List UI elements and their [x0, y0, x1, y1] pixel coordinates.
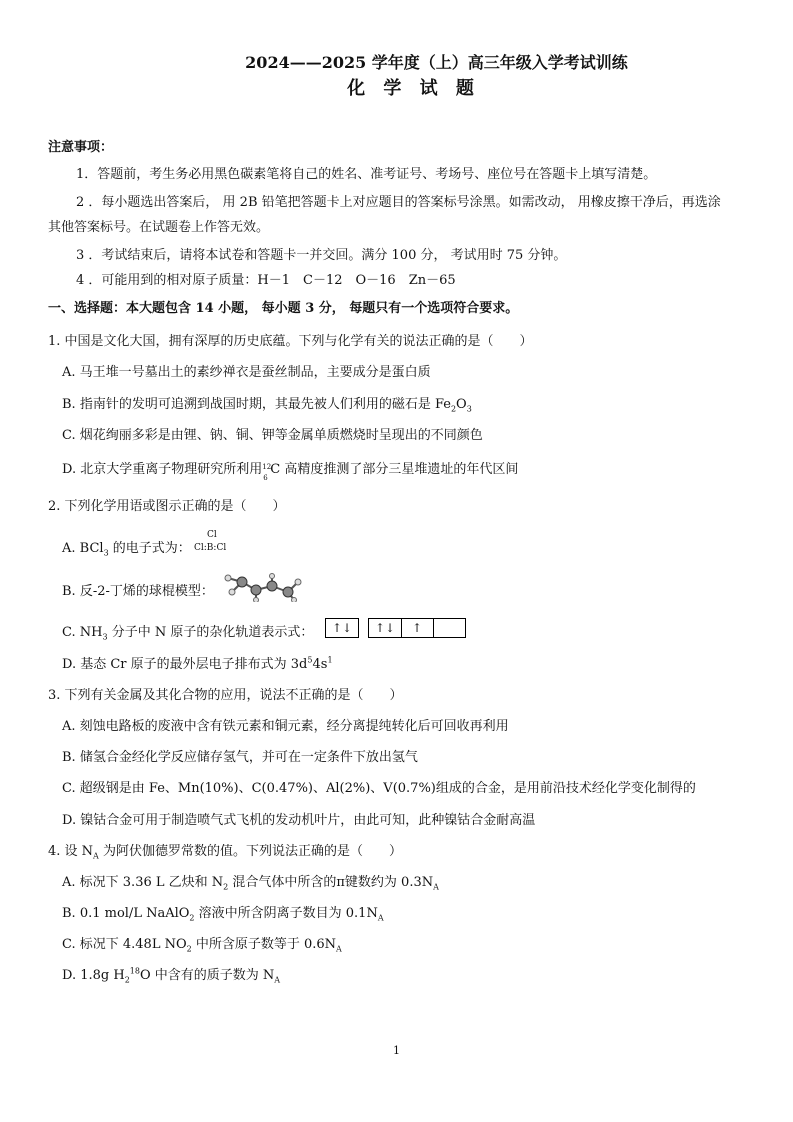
- note-2-cont: 其他答案标号。在试题卷上作答无效。: [48, 220, 270, 235]
- q2-option-c: C. $NH_3$ 分子中 N 原子的杂化轨道表示式：: [62, 625, 314, 642]
- exam-subtitle: 化 学 试 题: [347, 78, 480, 99]
- page-number: 1: [393, 1044, 400, 1057]
- q3-stem: 3. 下列有关金属及其化合物的应用，说法不正确的是（ ）: [48, 688, 403, 703]
- section-heading: 一、选择题：本大题包含 14 小题， 每小题 3 分， 每题只有一个选项符合要求。: [48, 301, 519, 316]
- q4-option-c: C. 标况下 4.48L $NO_2$ 中所含原子数等于 $0.6N_A$: [62, 937, 342, 954]
- note-1: 1．答题前，考生务必用黑色碳素笔将自己的姓名、准考证号、考场号、座位号在答题卡上填写清楚。: [76, 167, 657, 182]
- q4-option-d: D. 1.8g $H_2^{18}O$ 中含有的质子数为 $N_A$: [62, 966, 281, 985]
- butene-ball-stick-model: [220, 570, 304, 602]
- q1-option-b: B. 指南针的发明可追溯到战国时期，其最先被人们利用的磁石是 $Fe_2O_3$: [62, 397, 472, 414]
- lewis-structure-top: Cl: [207, 530, 217, 540]
- note-4: 4 ．可能用到的相对原子质量：H－1 C－12 O－16 Zn－65: [76, 273, 456, 288]
- q4-stem: 4. 设 $N_A$ 为阿伏伽德罗常数的值。下列说法正确的是（ ）: [48, 844, 402, 861]
- q4-option-b: B. 0.1 mol/L NaAlO$_2$ 溶液中所含阴离子数目为 $0.1N_A$: [62, 906, 384, 923]
- notes-heading: 注意事项：: [48, 140, 114, 155]
- q1-option-a: A. 马王堆一号墓出土的素纱禅衣是蚕丝制品，主要成分是蛋白质: [62, 365, 431, 380]
- note-2: 2 ．每小题选出答案后， 用 2B 铅笔把答题卡上对应题目的答案标号涂黑。如需改动， 用橡皮擦干净后，再选涂: [76, 195, 721, 210]
- q3-option-b: B. 储氢合金经化学反应储存氢气，并可在一定条件下放出氢气: [62, 750, 418, 765]
- exam-title: 2024——2025 学年度（上）高三年级入学考试训练: [245, 53, 628, 72]
- q1-option-c: C. 烟花绚丽多彩是由锂、钠、铜、钾等金属单质燃烧时呈现出的不同颜色: [62, 428, 483, 443]
- orbital-box-p: ↑↓ ↑: [368, 618, 466, 638]
- q3-option-d: D. 镍钴合金可用于制造喷气式飞机的发动机叶片，由此可知，此种镍钴合金耐高温: [62, 813, 536, 828]
- q1-option-d: D. 北京大学重离子物理研究所利用 12 6 C 高精度推测了部分三星堆遗址的年代区间: [62, 462, 519, 482]
- q3-option-c: C. 超级钢是由 Fe、Mn(10%)、C(0.47%)、Al(2%)、V(0.7%)组成的合金，是用前沿技术经化学变化制得的: [62, 781, 696, 796]
- q1-stem: 1. 中国是文化大国，拥有深厚的历史底蕴。下列与化学有关的说法正确的是（ ）: [48, 334, 533, 349]
- note-3: 3 ．考试结束后，请将本试卷和答题卡一并交回。满分 100 分， 考试用时 75 分钟。: [76, 248, 567, 263]
- q3-option-a: A. 刻蚀电路板的废液中含有铁元素和铜元素，经分离提纯转化后可回收再利用: [62, 719, 509, 734]
- q2-option-d: D. 基态 Cr 原子的最外层电子排布式为 $3d^54s^1$: [62, 655, 333, 672]
- q2-option-a: A. BCl$_3$ 的电子式为：: [62, 541, 191, 558]
- q2-stem: 2. 下列化学用语或图示正确的是（ ）: [48, 499, 286, 514]
- lewis-structure-mid: Cl:B:Cl: [194, 543, 227, 553]
- q2-option-b: B. 反-2-丁烯的球棍模型：: [62, 584, 214, 599]
- q4-option-a: A. 标况下 3.36 L 乙炔和 $N_2$ 混合气体中所含的π键数约为 $0.3N_A$: [62, 875, 439, 892]
- orbital-box-s: ↑↓: [325, 618, 359, 638]
- nuclide-notation: 12 6: [262, 463, 272, 482]
